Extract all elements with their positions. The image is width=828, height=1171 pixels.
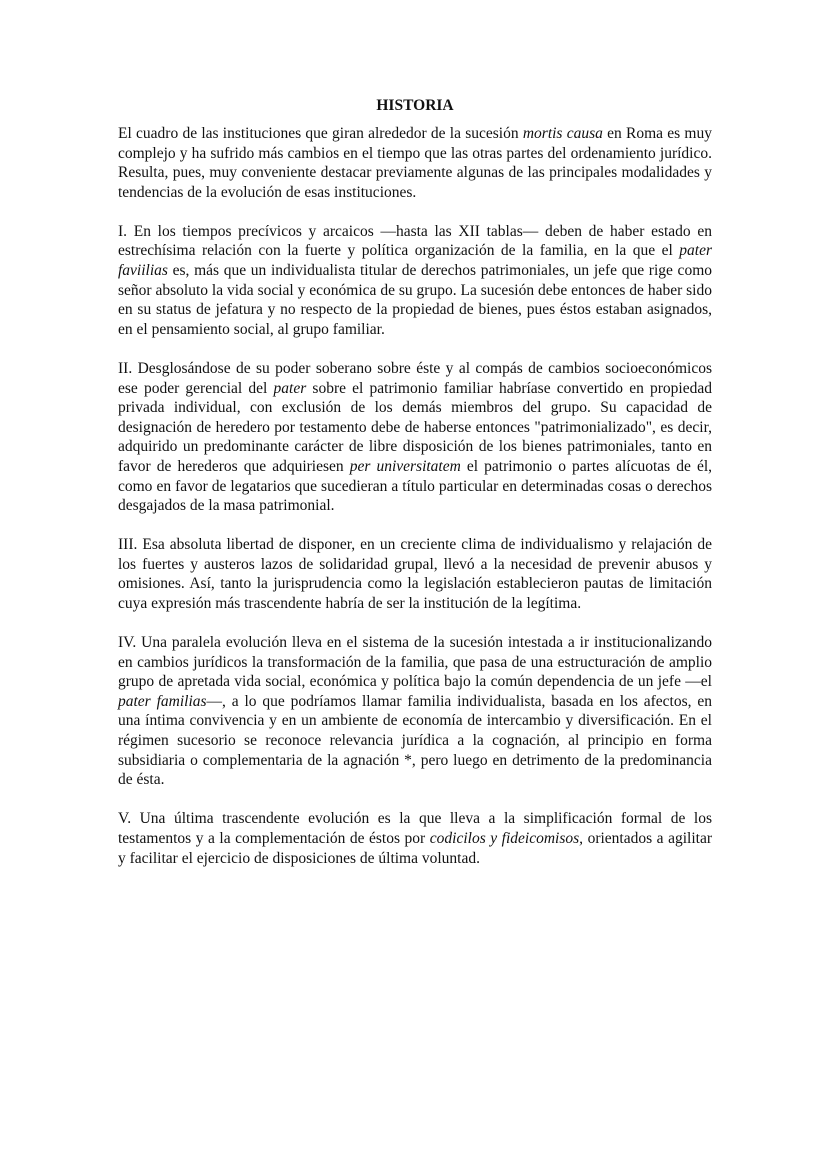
text-segment: IV. Una paralela evolución lleva en el sistema de la sucesión intestada a ir institucionalizando en cambios jurídicos la transformación de la familia, que pasa de una estructuración de amplio grupo de apretada vida social, económica y política bajo la común dependencia de un jefe —el	[118, 634, 712, 691]
paragraph-section-5	[118, 809, 712, 868]
text-segment: en Roma es muy complejo y ha sufrido más cambios en el tiempo que las otras partes del ordenamiento jurídico. Resulta, pues, muy conveniente destacar previamente algunas de las principales modalidades y tendencias de la evolución de esas instituciones.	[118, 125, 712, 201]
paragraph-section-1	[118, 222, 712, 340]
paragraph-section-3	[118, 535, 712, 613]
text-segment-italic: per universitatem	[349, 457, 461, 475]
text-segment: el patrimonio o partes alícuotas de él, como en favor de legatarios que sucedieran a título particular en determinadas cosas o derechos desgajados de la masa patrimonial.	[118, 457, 713, 515]
page-title: HISTORIA	[376, 97, 454, 114]
text-segment-italic: pater	[273, 379, 307, 397]
text-segment: sobre el patrimonio familiar habríase convertido en propiedad privada individual, con exclusión de los demás miembros del grupo. Su capacidad de designación de heredero por testamento debe de haberse entonces "patrimonializado", es decir, adquirido un predominante carácter de libre disposición de los bienes patrimoniales, tanto en favor de herederos que adquiriesen	[118, 379, 712, 475]
paragraph-intro	[118, 124, 712, 202]
text-segment: III. Esa absoluta libertad de disponer, en un creciente clima de individualismo y relajación de los fuertes y austeros lazos de solidaridad grupal, llevó a la necesidad de prevenir abusos y omisiones. Así, tanto la jurisprudencia como la legislación establecieron pautas de limitación cuya expresión más trascendente habría de ser la institución de la legítima.	[118, 536, 712, 612]
text-segment: V. Una última trascendente evolución es la que lleva a la simplificación formal de los testamentos y a la complementación de éstos por	[118, 810, 712, 847]
text-segment: I. En los tiempos precívicos y arcaicos —hasta las XII tablas— deben de haber estado en estrechísima relación con la fuerte y política organización de la familia, en la que el	[118, 222, 712, 260]
paragraph-section-4	[118, 633, 712, 790]
text-segment-italic: mortis causa	[522, 125, 603, 142]
text-segment-italic: pater faviilias	[118, 242, 712, 280]
text-segment: El cuadro de las instituciones que giran alrededor de la sucesión	[118, 125, 523, 142]
text-segment: es, más que un individualista titular de derechos patrimoniales, un jefe que rige como señor absoluto la vida social y económica de su grupo. La sucesión debe entonces de haber sido en su status de jefatura y no respecto de la propiedad de bienes, pues éstos estaban asignados, en el pensamiento social, al grupo familiar.	[118, 262, 712, 338]
paragraph-section-2	[118, 359, 712, 516]
text-segment-italic: codicilos y fideicomisos,	[429, 829, 584, 847]
document-page	[118, 96, 712, 888]
text-segment: II. Desglosándose de su poder soberano sobre éste y al compás de cambios socioeconómicos ese poder gerencial del	[118, 359, 712, 397]
text-segment: —, a lo que podríamos llamar familia individualista, basada en los afectos, en una íntima convivencia y en un ambiente de economía de intercambio y diversificación. En el régimen sucesorio se reconoce relevancia jurídica a la cognación, al principio en forma subsidiaria o complementaria de la agnación *, pero luego en detrimento de la predominancia de ésta.	[118, 692, 712, 789]
text-segment-italic: pater familias	[118, 692, 207, 710]
text-segment: orientados a agilitar y facilitar el ejercicio de disposiciones de última voluntad.	[118, 829, 712, 867]
